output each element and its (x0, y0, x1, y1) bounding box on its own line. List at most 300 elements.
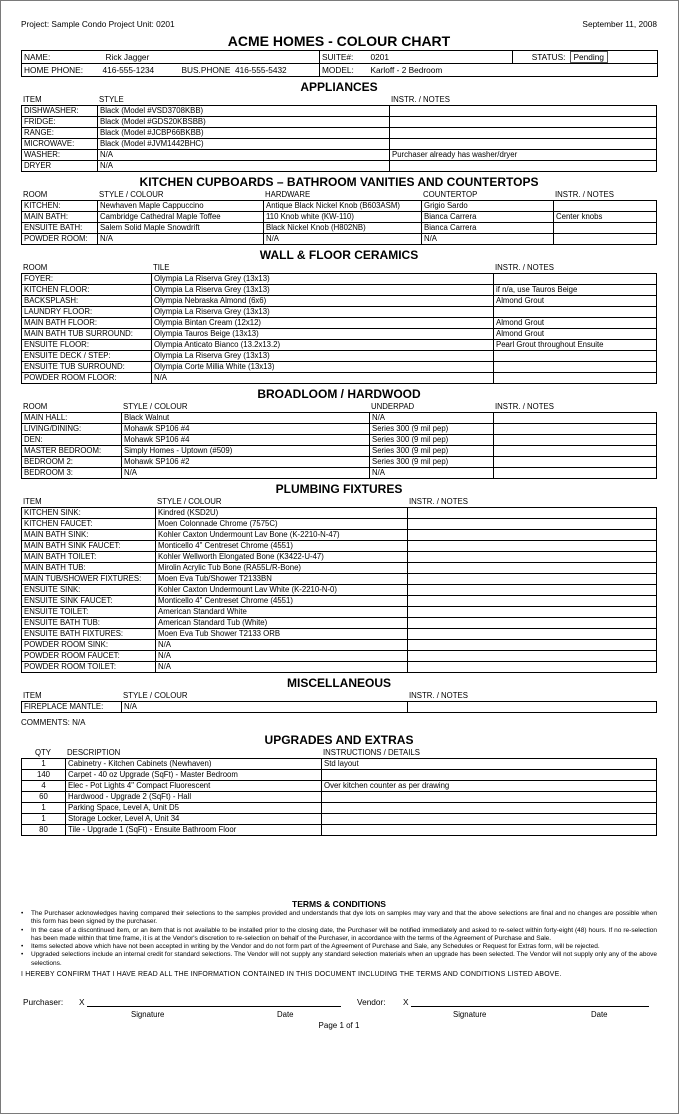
kitchen-table (21, 200, 657, 245)
table-cell: Cambridge Cathedral Maple Toffee (98, 212, 264, 223)
suite-label: SUITE#: (320, 51, 365, 64)
table-row (22, 296, 657, 307)
table-cell: LAUNDRY FLOOR: (22, 307, 152, 318)
table-cell: KITCHEN FAUCET: (22, 519, 156, 530)
col-header: INSTRUCTIONS / DETAILS (323, 748, 420, 757)
table-cell: Newhaven Maple Cappuccino (98, 201, 264, 212)
table-cell: N/A (264, 234, 422, 245)
table-cell: ENSUITE BATH TUB: (22, 618, 156, 629)
kitchen-title: KITCHEN CUPBOARDS – BATHROOM VANITIES AND COUNTERTOPS (139, 175, 539, 189)
broadloom-rows (22, 413, 657, 479)
table-cell: MAIN BATH TOILET: (22, 552, 156, 563)
table-cell: Parking Space, Level A, Unit D5 (66, 803, 322, 814)
table-cell: Monticello 4" Centreset Chrome (4551) (156, 541, 408, 552)
table-cell: BACKSPLASH: (22, 296, 152, 307)
table-cell: Kohler Wellworth Elongated Bone (K3422-U-47) (156, 552, 408, 563)
table-cell: DEN: (22, 435, 122, 446)
col-header: COUNTERTOP (423, 190, 478, 199)
table-row (22, 585, 657, 596)
table-cell: Black (Model #GDS20KBSBB) (98, 117, 390, 128)
ceramics-header (21, 263, 657, 273)
table-cell: MAIN BATH TUB: (22, 563, 156, 574)
table-cell: Olympia La Riserva Grey (13x13) (152, 351, 494, 362)
table-cell: Mirolin Acrylic Tub Bone (RA55L/R-Bone) (156, 563, 408, 574)
table-cell: KITCHEN: (22, 201, 98, 212)
table-cell: Olympia Tauros Beige (13x13) (152, 329, 494, 340)
terms-item (21, 943, 657, 951)
table-row (22, 413, 657, 424)
project-line: Project: Sample Condo Project Unit: 0201 (21, 19, 175, 29)
table-cell: MAIN BATH SINK: (22, 530, 156, 541)
table-cell: MAIN HALL: (22, 413, 122, 424)
table-cell: MICROWAVE: (22, 139, 98, 150)
table-cell (494, 457, 657, 468)
table-row (22, 825, 657, 836)
col-header: STYLE / COLOUR (157, 497, 222, 506)
broadloom-header (21, 402, 657, 412)
table-cell: POWDER ROOM FAUCET: (22, 651, 156, 662)
name-label: NAME: (22, 51, 100, 64)
table-cell: Center knobs (554, 212, 657, 223)
table-row (22, 435, 657, 446)
misc-table (21, 701, 657, 713)
table-cell: Kindred (KSD2U) (156, 508, 408, 519)
table-row (22, 161, 657, 172)
table-row (22, 106, 657, 117)
col-header: STYLE / COLOUR (123, 691, 188, 700)
table-cell: Cabinetry - Kitchen Cabinets (Newhaven) (66, 759, 322, 770)
top-line (21, 19, 657, 32)
table-row (22, 759, 657, 770)
table-row (22, 150, 657, 161)
table-cell: N/A (156, 662, 408, 673)
table-cell: POWDER ROOM: (22, 234, 98, 245)
vendor-signature-caption: Signature (453, 1010, 487, 1020)
upgrades-header (21, 748, 657, 758)
ceramics-title: WALL & FLOOR CERAMICS (259, 248, 419, 262)
table-cell (408, 662, 657, 673)
table-row (22, 446, 657, 457)
table-cell (322, 770, 657, 781)
table-cell (554, 223, 657, 234)
table-row (22, 201, 657, 212)
table-cell (408, 702, 657, 713)
bullet: • (21, 951, 24, 959)
table-cell: N/A (152, 373, 494, 384)
table-row (22, 596, 657, 607)
col-header: HARDWARE (265, 190, 311, 199)
table-cell: Almond Grout (494, 296, 657, 307)
status-label: STATUS: (513, 51, 568, 64)
table-row (22, 552, 657, 563)
table-row (22, 651, 657, 662)
table-cell: Monticello 4" Centreset Chrome (4551) (156, 596, 408, 607)
document (21, 19, 657, 1030)
table-cell: N/A (98, 150, 390, 161)
table-row (22, 468, 657, 479)
table-cell: FIREPLACE MANTLE: (22, 702, 122, 713)
misc-header (21, 691, 657, 701)
plumbing-rows (22, 508, 657, 673)
plumbing-title: PLUMBING FIXTURES (275, 482, 403, 496)
customer-info-table (21, 50, 658, 77)
table-cell: MAIN BATH FLOOR: (22, 318, 152, 329)
table-cell: Black Nickel Knob (H802NB) (264, 223, 422, 234)
table-cell: ENSUITE SINK: (22, 585, 156, 596)
status-cell (568, 51, 658, 64)
table-cell: BEDROOM 2: (22, 457, 122, 468)
table-cell (494, 413, 657, 424)
table-cell (494, 446, 657, 457)
table-cell (494, 362, 657, 373)
table-cell: Elec - Pot Lights 4" Compact Fluorescent (66, 781, 322, 792)
table-cell: ENSUITE TOILET: (22, 607, 156, 618)
table-cell: Olympia La Riserva Grey (13x13) (152, 307, 494, 318)
table-cell (554, 201, 657, 212)
table-cell (408, 607, 657, 618)
col-header: INSTR. / NOTES (555, 190, 614, 199)
table-cell (390, 128, 657, 139)
table-cell (408, 519, 657, 530)
appliances-rows (22, 106, 657, 172)
table-cell: KITCHEN FLOOR: (22, 285, 152, 296)
vendor-date-caption: Date (591, 1010, 608, 1020)
table-cell: Series 300 (9 mil pep) (370, 435, 494, 446)
table-cell: MASTER BEDROOM: (22, 446, 122, 457)
terms-text: The Purchaser acknowledges having compared their selections to the samples provided and understands that dye lots on samples may vary and that the above selections are final and no changes are possible when this form has been signed by the purchaser. (31, 910, 657, 926)
table-cell: Bianca Carrera (422, 223, 554, 234)
col-header: INSTR. / NOTES (409, 497, 468, 506)
table-cell (408, 508, 657, 519)
page-number: Page 1 of 1 (318, 1021, 360, 1031)
table-cell: 4 (22, 781, 66, 792)
table-row (22, 340, 657, 351)
purchaser-x: X (79, 997, 85, 1008)
table-cell: Series 300 (9 mil pep) (370, 424, 494, 435)
table-row (22, 662, 657, 673)
table-row (22, 457, 657, 468)
table-cell: Black (Model #VSD3708KBB) (98, 106, 390, 117)
purchaser-signature-line[interactable] (87, 1006, 341, 1007)
table-row (22, 640, 657, 651)
table-cell (408, 530, 657, 541)
table-cell: Tile - Upgrade 1 (SqFt) - Ensuite Bathroom Floor (66, 825, 322, 836)
table-cell: American Standard Tub (White) (156, 618, 408, 629)
model-value: Karloff - 2 Bedroom (365, 64, 658, 77)
table-cell: Moen Eva Tub/Shower T2133BN (156, 574, 408, 585)
table-cell (494, 351, 657, 362)
table-cell: Black Walnut (122, 413, 370, 424)
table-cell: N/A (370, 413, 494, 424)
col-header: STYLE (99, 95, 124, 104)
table-cell: POWDER ROOM FLOOR: (22, 373, 152, 384)
table-cell (494, 274, 657, 285)
table-row (22, 234, 657, 245)
table-cell: Kohler Caxton Undermount Lav Bone (K-2210-N-47) (156, 530, 408, 541)
col-header: INSTR. / NOTES (391, 95, 450, 104)
table-cell: N/A (370, 468, 494, 479)
table-cell: KITCHEN SINK: (22, 508, 156, 519)
upgrades-title: UPGRADES AND EXTRAS (264, 733, 414, 747)
table-cell: MAIN BATH TUB SURROUND: (22, 329, 152, 340)
signature-row (21, 994, 657, 1010)
col-header: DESCRIPTION (67, 748, 121, 757)
page-title: ACME HOMES - COLOUR CHART (227, 33, 451, 49)
table-row (22, 607, 657, 618)
table-cell: Carpet - 40 oz Upgrade (SqFt) - Master Bedroom (66, 770, 322, 781)
table-row (22, 803, 657, 814)
terms-item (21, 951, 657, 968)
col-header: INSTR. / NOTES (409, 691, 468, 700)
table-cell (322, 792, 657, 803)
terms-item (21, 910, 657, 927)
misc-title: MISCELLANEOUS (286, 676, 391, 690)
bullet: • (21, 943, 24, 951)
table-cell: 110 Knob white (KW-110) (264, 212, 422, 223)
table-cell: Black (Model #JCBP66BKBB) (98, 128, 390, 139)
table-cell (408, 585, 657, 596)
table-row (22, 139, 657, 150)
table-cell (408, 563, 657, 574)
table-row (22, 770, 657, 781)
vendor-x: X (403, 997, 409, 1008)
table-cell: ENSUITE BATH FIXTURES: (22, 629, 156, 640)
plumbing-table (21, 507, 657, 673)
table-row (22, 519, 657, 530)
home-phone-value: 416-555-1234 (100, 64, 180, 77)
document-date: September 11, 2008 (582, 19, 657, 29)
table-cell (408, 596, 657, 607)
table-cell: N/A (122, 702, 408, 713)
col-header: UNDERPAD (371, 402, 415, 411)
comments: COMMENTS: N/A (21, 718, 86, 727)
bus-phone-value: 416-555-5432 (235, 65, 287, 75)
table-cell: Olympia La Riserva Grey (13x13) (152, 274, 494, 285)
table-row (22, 318, 657, 329)
col-header: QTY (34, 748, 52, 757)
terms-item (21, 927, 657, 944)
col-header: TILE (153, 263, 170, 272)
table-cell: Almond Grout (494, 329, 657, 340)
info-row-name (22, 51, 658, 64)
table-cell: FOYER: (22, 274, 152, 285)
table-cell (390, 161, 657, 172)
table-cell: MAIN TUB/SHOWER FIXTURES: (22, 574, 156, 585)
confirmation-statement: I HEREBY CONFIRM THAT I HAVE READ ALL THE INFORMATION CONTAINED IN THIS DOCUMENT INCLUDING THE TERMS AND CONDITIONS LISTED ABOVE. (21, 971, 562, 979)
table-cell: N/A (156, 651, 408, 662)
table-cell: POWDER ROOM SINK: (22, 640, 156, 651)
table-cell: Antique Black Nickel Knob (B603ASM) (264, 201, 422, 212)
model-label: MODEL: (320, 64, 365, 77)
table-cell: American Standard White (156, 607, 408, 618)
table-row (22, 351, 657, 362)
appliances-table (21, 105, 657, 172)
table-row (22, 541, 657, 552)
table-row (22, 274, 657, 285)
table-cell: 1 (22, 814, 66, 825)
table-cell (322, 825, 657, 836)
table-row (22, 574, 657, 585)
table-row (22, 307, 657, 318)
table-cell: ENSUITE SINK FAUCET: (22, 596, 156, 607)
table-cell (408, 552, 657, 563)
bus-phone-cell (180, 64, 320, 77)
home-phone-label: HOME PHONE: (22, 64, 100, 77)
terms-title: TERMS & CONDITIONS (292, 899, 386, 909)
table-row (22, 373, 657, 384)
table-cell: N/A (156, 640, 408, 651)
table-cell: Olympia Corte Millia White (13x13) (152, 362, 494, 373)
table-cell (554, 234, 657, 245)
table-cell: N/A (122, 468, 370, 479)
col-header: STYLE / COLOUR (99, 190, 164, 199)
table-row (22, 563, 657, 574)
table-cell (390, 117, 657, 128)
table-cell (494, 468, 657, 479)
table-cell: Grigio Sardo (422, 201, 554, 212)
table-cell: if n/a, use Tauros Beige (494, 285, 657, 296)
table-row (22, 814, 657, 825)
appliances-title: APPLIANCES (300, 80, 378, 94)
bus-phone-label: BUS.PHONE (181, 65, 231, 75)
table-cell (494, 307, 657, 318)
table-row (22, 618, 657, 629)
table-cell (390, 139, 657, 150)
appliances-header (21, 95, 657, 105)
table-cell: N/A (98, 161, 390, 172)
table-cell (322, 814, 657, 825)
col-header: ITEM (23, 691, 42, 700)
table-cell (494, 373, 657, 384)
table-cell: Mohawk SP106 #2 (122, 457, 370, 468)
table-cell: N/A (422, 234, 554, 245)
table-cell: DISHWASHER: (22, 106, 98, 117)
table-row (22, 285, 657, 296)
purchaser-date-caption: Date (277, 1010, 294, 1020)
vendor-label: Vendor: (357, 997, 386, 1008)
table-row (22, 792, 657, 803)
table-cell: LIVING/DINING: (22, 424, 122, 435)
table-cell: Black (Model #JVM1442BHC) (98, 139, 390, 150)
table-cell: Mohawk SP106 #4 (122, 424, 370, 435)
table-cell (408, 629, 657, 640)
table-cell: Salem Solid Maple Snowdrift (98, 223, 264, 234)
table-cell (322, 803, 657, 814)
table-row (22, 329, 657, 340)
col-header: INSTR. / NOTES (495, 263, 554, 272)
table-cell: Mohawk SP106 #4 (122, 435, 370, 446)
table-cell: Series 300 (9 mil pep) (370, 446, 494, 457)
table-row (22, 128, 657, 139)
purchaser-label: Purchaser: (23, 997, 64, 1008)
terms-text: In the case of a discontinued item, or an item that is not available to be installed prior to the closing date, the Purchaser will be notified immediately and asked to re-select within forty-eight (48) hours. If no re-selection has been made within that time frame, it is at the Vendor's discretion to re-selection on behalf of the Purchaser, in accordance with the terms of the Agreement of Purchase and Sale. (31, 926, 657, 942)
upgrades-rows (22, 759, 657, 836)
table-cell: ENSUITE BATH: (22, 223, 98, 234)
table-row (22, 223, 657, 234)
table-cell (408, 640, 657, 651)
status-badge: Pending (570, 51, 608, 63)
plumbing-header (21, 497, 657, 507)
table-cell (408, 541, 657, 552)
table-cell: BEDROOM 3: (22, 468, 122, 479)
table-cell: ENSUITE FLOOR: (22, 340, 152, 351)
table-row (22, 530, 657, 541)
kitchen-header (21, 190, 657, 200)
table-cell (494, 424, 657, 435)
table-row (22, 117, 657, 128)
broadloom-table (21, 412, 657, 479)
col-header: ROOM (23, 263, 48, 272)
table-cell: Olympia Anticato Bianco (13.2x13.2) (152, 340, 494, 351)
table-row (22, 212, 657, 223)
table-cell: Pearl Grout throughout Ensuite (494, 340, 657, 351)
table-cell (494, 435, 657, 446)
ceramics-table (21, 273, 657, 384)
table-cell: Almond Grout (494, 318, 657, 329)
table-row (22, 629, 657, 640)
table-cell (408, 618, 657, 629)
name-value: Rick Jagger (100, 51, 320, 64)
table-cell: FRIDGE: (22, 117, 98, 128)
terms-list (21, 910, 657, 968)
table-cell: POWDER ROOM TOILET: (22, 662, 156, 673)
table-row (22, 508, 657, 519)
vendor-signature-line[interactable] (411, 1006, 649, 1007)
table-cell: Std layout (322, 759, 657, 770)
table-cell: Moen Colonnade Chrome (7575C) (156, 519, 408, 530)
col-header: ROOM (23, 190, 48, 199)
bullet: • (21, 926, 24, 934)
broadloom-title: BROADLOOM / HARDWOOD (257, 387, 421, 401)
misc-rows (22, 702, 657, 713)
table-cell: Series 300 (9 mil pep) (370, 457, 494, 468)
purchaser-signature-caption: Signature (131, 1010, 165, 1020)
table-cell: N/A (98, 234, 264, 245)
table-cell: ENSUITE TUB SURROUND: (22, 362, 152, 373)
table-cell: 1 (22, 759, 66, 770)
table-cell: Moen Eva Tub Shower T2133 ORB (156, 629, 408, 640)
table-cell: Storage Locker, Level A, Unit 34 (66, 814, 322, 825)
col-header: ITEM (23, 497, 42, 506)
table-cell: WASHER: (22, 150, 98, 161)
table-cell: MAIN BATH: (22, 212, 98, 223)
ceramics-rows (22, 274, 657, 384)
table-cell: Purchaser already has washer/dryer (390, 150, 657, 161)
table-cell (390, 106, 657, 117)
table-cell: Hardwood - Upgrade 2 (SqFt) - Hall (66, 792, 322, 803)
table-row (22, 362, 657, 373)
table-cell (408, 651, 657, 662)
table-cell: Over kitchen counter as per drawing (322, 781, 657, 792)
col-header: ITEM (23, 95, 42, 104)
table-cell: DRYER (22, 161, 98, 172)
kitchen-rows (22, 201, 657, 245)
table-cell: Bianca Carrera (422, 212, 554, 223)
table-cell (408, 574, 657, 585)
signature-captions (21, 1010, 657, 1020)
upgrades-table (21, 758, 657, 836)
table-cell: Olympia Nebraska Almond (6x6) (152, 296, 494, 307)
table-cell: 140 (22, 770, 66, 781)
table-cell: Olympia Bintan Cream (12x12) (152, 318, 494, 329)
col-header: ROOM (23, 402, 48, 411)
table-row (22, 702, 657, 713)
table-cell: ENSUITE DECK / STEP: (22, 351, 152, 362)
table-cell: Olympia La Riserva Grey (13x13) (152, 285, 494, 296)
table-cell: 1 (22, 803, 66, 814)
table-cell: RANGE: (22, 128, 98, 139)
table-cell: Kohler Caxton Undermount Lav White (K-2210-N-0) (156, 585, 408, 596)
